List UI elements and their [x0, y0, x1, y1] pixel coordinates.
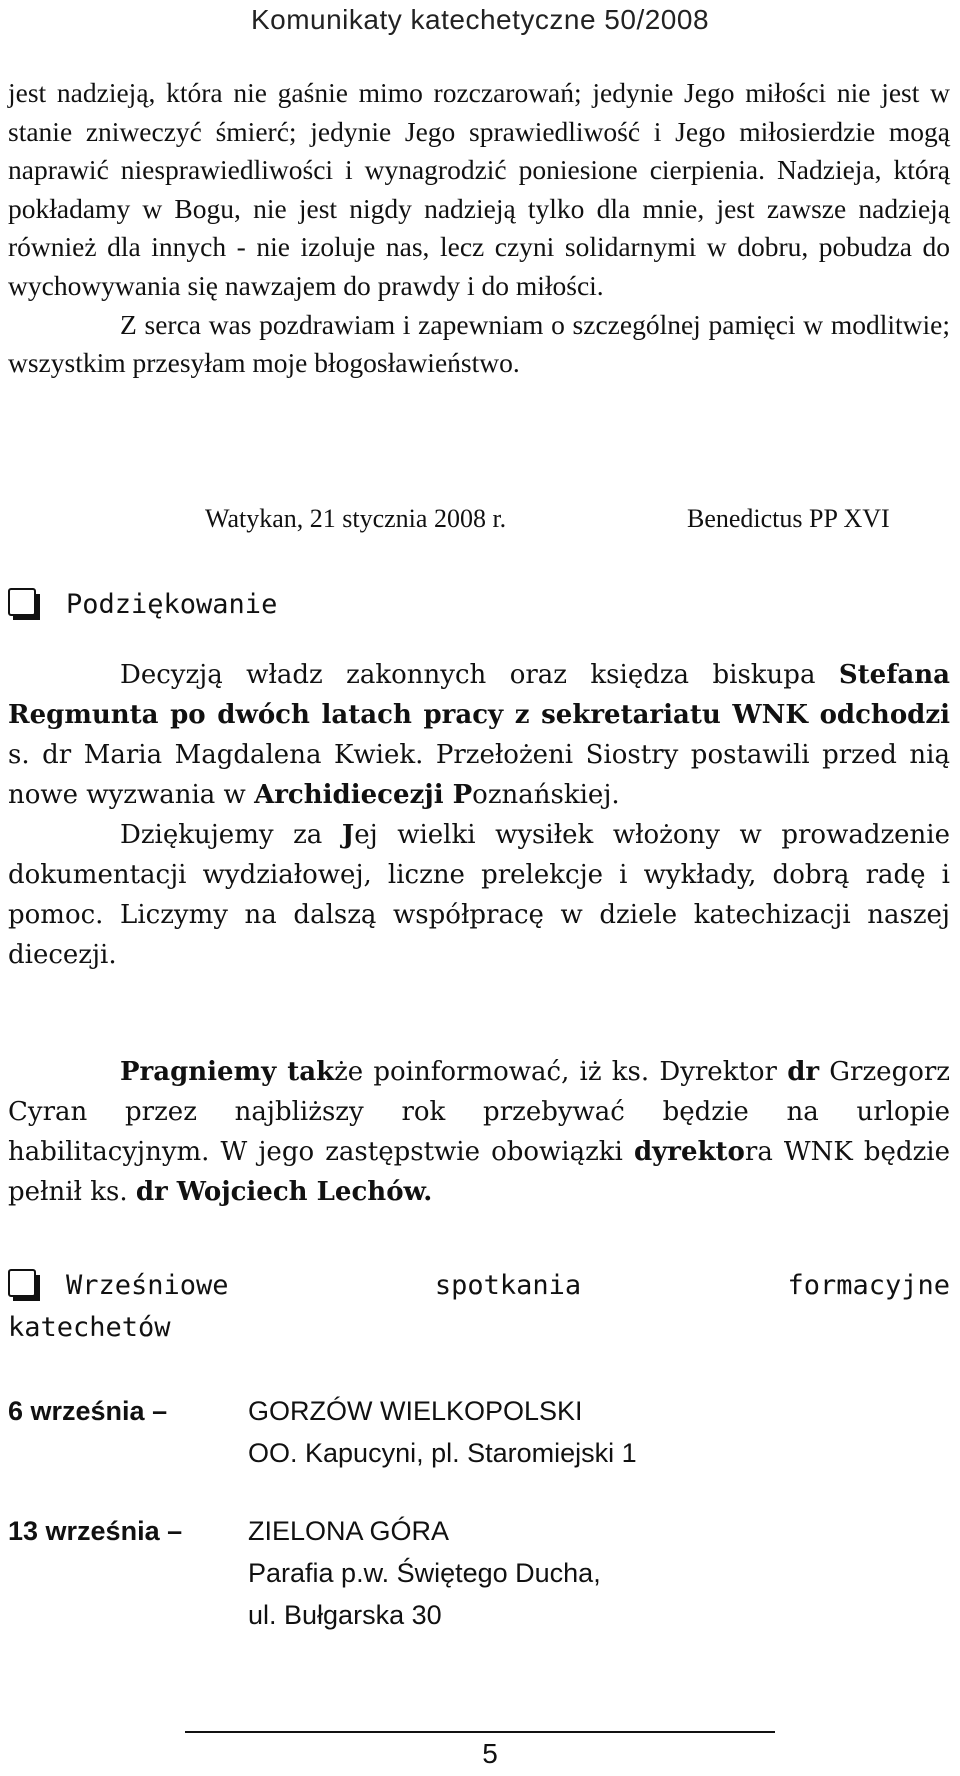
- text-run: Dziękujemy za: [120, 820, 342, 850]
- meeting-address: Parafia p.w. Świętego Ducha,: [248, 1558, 601, 1588]
- running-header: Komunikaty katechetyczne 50/2008: [250, 4, 710, 35]
- section-heading-podziekowanie: [8, 588, 277, 620]
- meeting-location: [248, 1390, 637, 1474]
- section-heading-wrzesniowe: [8, 1265, 950, 1349]
- bold-text-run: Archidiecezji P: [254, 780, 473, 810]
- section-heading-text: Podziękowanie: [66, 589, 278, 620]
- footer-rule: [185, 1731, 775, 1733]
- announcement-paragraph: [8, 1052, 950, 1212]
- heading-word: Wrześniowe: [66, 1270, 229, 1301]
- podziekowanie-paragraph-2: [8, 815, 950, 975]
- heading-word-group: [8, 1265, 229, 1307]
- heading-word: spotkania: [434, 1270, 582, 1301]
- checkbox-bullet-icon: [8, 588, 36, 616]
- announcement-text: [8, 1052, 950, 1212]
- meeting-address: ul. Bułgarska 30: [248, 1600, 442, 1630]
- checkbox-bullet-icon: [8, 1269, 36, 1297]
- text-run: Decyzją władz zakonnych oraz księdza biskupa: [120, 660, 839, 690]
- meeting-city: GORZÓW WIELKOPOLSKI: [248, 1396, 583, 1426]
- page-number: 5: [482, 1738, 498, 1769]
- bold-text-run: Pragniemy tak: [120, 1057, 335, 1087]
- meeting-date: 13 września –: [8, 1516, 183, 1546]
- bold-text-run: dr Wojciech Lechów.: [135, 1177, 433, 1207]
- heading-line: [8, 1265, 950, 1307]
- heading-word: formacyjne: [787, 1270, 950, 1301]
- podziekowanie-paragraph-1: [8, 655, 950, 815]
- signature-name: Benedictus PP XVI: [687, 504, 890, 533]
- meeting-city: ZIELONA GÓRA: [248, 1516, 450, 1546]
- text-run: s. dr Maria Magdalena Kwiek. Przełożeni Siostry postawili przed nią nowe wyzwania w: [8, 740, 950, 810]
- meeting-date: 6 września –: [8, 1396, 168, 1426]
- heading-word: katechetów: [8, 1312, 171, 1343]
- text-run: Grzegorz Cyran przez najbliższy rok przebywać będzie na urlopie habilitacyjnym. W jego zastępstwie obowiązki: [8, 1057, 950, 1167]
- meeting-address: OO. Kapucyni, pl. Staromiejski 1: [248, 1438, 637, 1468]
- text-run: ej wielki wysiłek włożony w prowadzenie dokumentacji wydziałowej, liczne prelekcje i wykłady, dobrą radę i pomoc. Liczymy na dalszą współpracę w dziele katechizacji naszej diecezji.: [8, 820, 951, 970]
- podziekowanie-text: [8, 655, 950, 975]
- signature-date: Watykan, 21 stycznia 2008 r.: [205, 504, 507, 533]
- letter-text: [8, 74, 950, 383]
- text-run: oznańskiej.: [472, 780, 620, 810]
- bold-text-run: dr: [787, 1057, 820, 1087]
- bold-text-run: J: [341, 820, 355, 850]
- meeting-location: [248, 1510, 601, 1636]
- text-run: ra WNK będzie pełnił ks.: [8, 1137, 950, 1207]
- letter-closing-paragraph: Z serca was pozdrawiam i zapewniam o szczególnej pamięci w modlitwie; wszystkim przesyłam moje błogosławieństwo.: [8, 308, 950, 379]
- text-run: że poinformować, iż ks. Dyrektor: [334, 1057, 788, 1087]
- bold-text-run: dyrekto: [633, 1137, 745, 1167]
- bold-text-run: Stefana Regmunta po dwóch latach pracy z sekretariatu WNK odchodzi: [8, 660, 950, 730]
- letter-paragraph: jest nadzieją, która nie gaśnie mimo rozczarowań; jedynie Jego miłości nie jest w stanie zniweczyć śmierć; jedynie Jego sprawiedliwość i Jego miłosierdzie mogą naprawić niesprawiedliwości i wynagrodzić poniesione cierpienia. Nadzieja, którą pokładamy w Bogu, nie jest nigdy nadzieją tylko dla mnie, jest zawsze nadzieją również dla innych - nie izoluje nas, lecz czyni solidarnymi w dobru, pobudza do wychowywania się nawzajem do prawdy i do miłości.: [8, 77, 950, 301]
